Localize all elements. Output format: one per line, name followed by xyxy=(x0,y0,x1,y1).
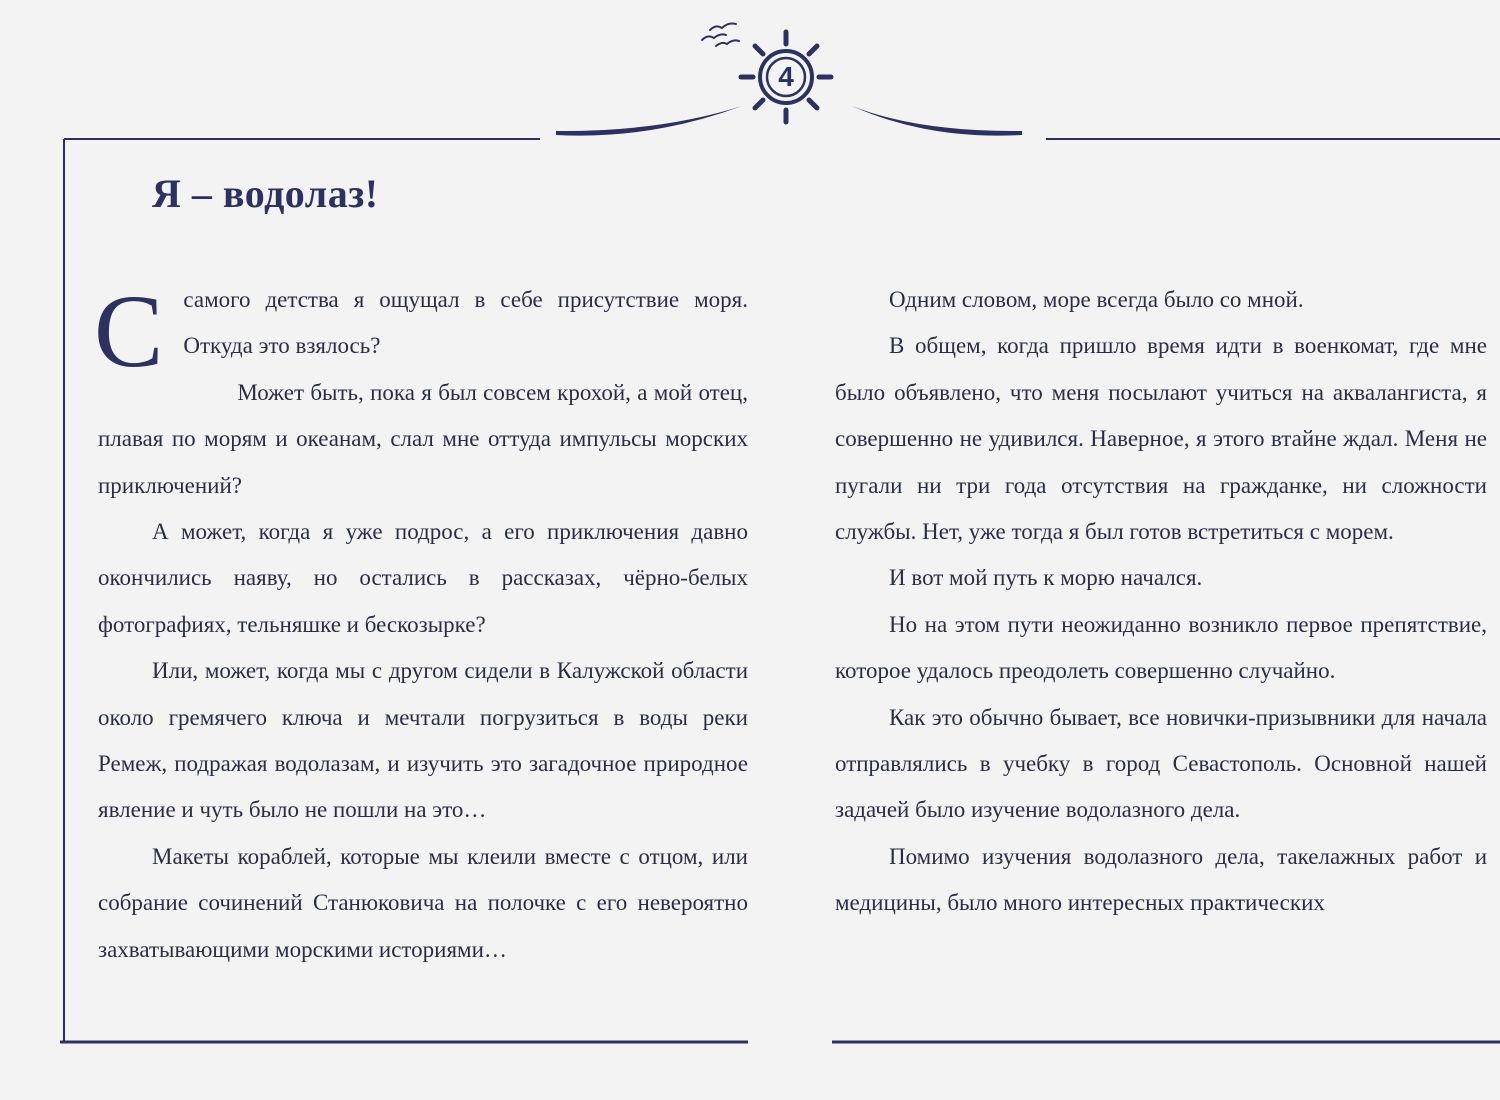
paragraph: И вот мой путь к морю начался. xyxy=(889,565,1203,591)
paragraph: Или, может, когда мы с другом сидели в Калужской области около гремячего ключа и мечтали погрузиться в воды реки Ремеж, подражая водолазам, и изучить это загадочное природное явление и чуть было не пошли на это… xyxy=(98,658,748,823)
paragraph: самого детства я ощущал в себе присутствие моря. Откуда это взялось? xyxy=(183,287,748,359)
page-number: 4 xyxy=(778,61,794,92)
drop-cap: С xyxy=(94,274,164,389)
paragraph: В общем, когда пришло время идти в военкомат, где мне было объявлено, что меня посылают учиться на аквалангиста, я совершенно не удивился. Наверное, я этого втайне ждал. Меня не пугали ни три года отсутствия на гражданке, ни сложности службы. Нет, уже тогда я был готов встретиться с морем. xyxy=(835,333,1487,545)
wave-swoosh-icon xyxy=(556,106,1022,136)
paragraph: Как это обычно бывает, все новички-призывники для начала отправлялись в учебку в город Севастополь. Основной нашей задачей было изучение водолазного дела. xyxy=(835,704,1487,823)
chapter-title: Я – водолаз! xyxy=(152,171,379,216)
left-text-column xyxy=(94,274,748,973)
paragraph: Макеты кораблей, которые мы клеили вместе с отцом, или собрание сочинений Станюковича на полочке с его невероятно захватывающими морскими историями… xyxy=(98,843,748,962)
seagulls-icon xyxy=(702,24,739,47)
paragraph: Помимо изучения водолазного дела, такелажных работ и медицины, было много интересных практических xyxy=(835,843,1487,916)
paragraph: Одним словом, море всегда было со мной. xyxy=(889,287,1304,312)
paragraph: Но на этом пути неожиданно возникло первое препятствие, которое удалось преодолеть совершенно случайно. xyxy=(835,611,1487,684)
paragraph: А может, когда я уже подрос, а его приключения давно окончились наяву, но остались в рассказах, чёрно-белых фотографиях, тельняшке и бескозырке? xyxy=(98,519,748,637)
paragraph: Может быть, пока я был совсем крохой, а мой отец, плавая по морям и океанам, слал мне оттуда импульсы морских приключений? xyxy=(98,379,748,498)
right-text-column xyxy=(835,277,1487,927)
